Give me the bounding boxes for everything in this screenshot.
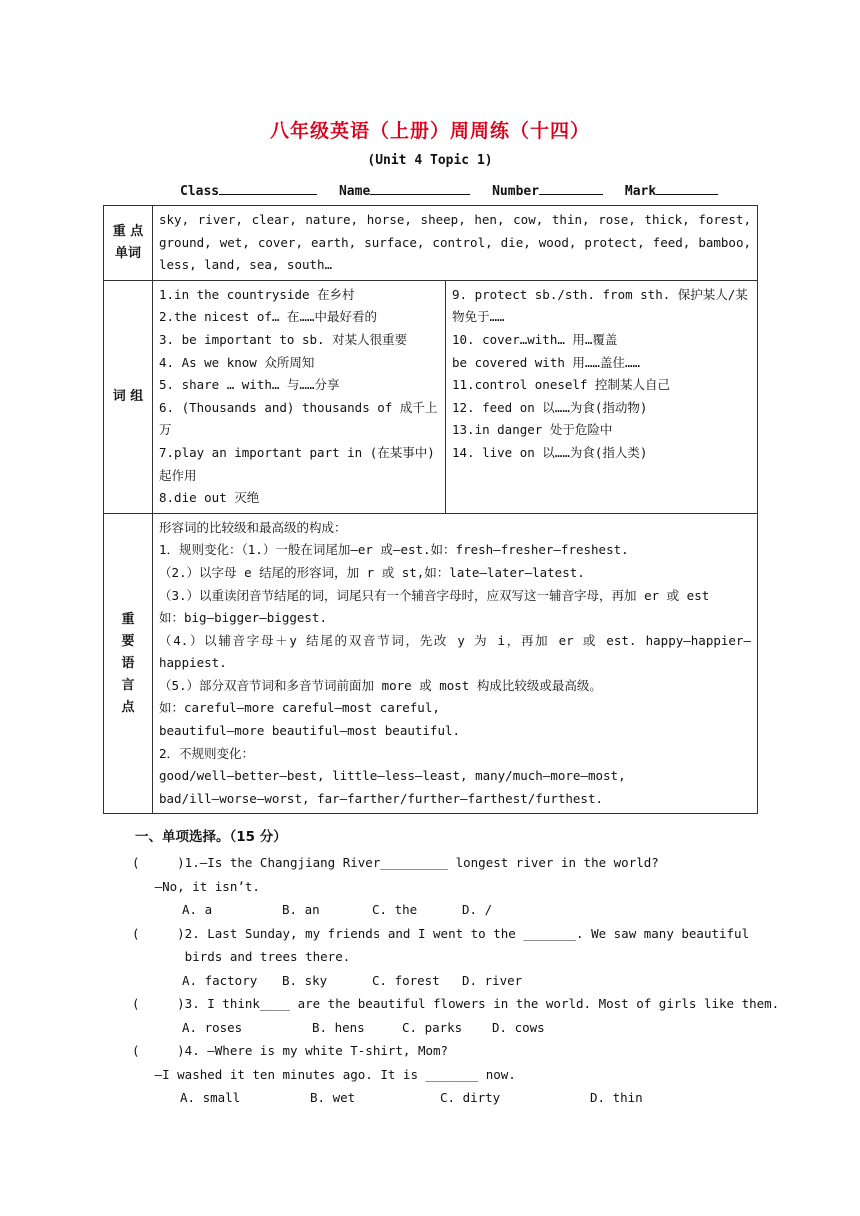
option-choice[interactable]: A. factory [182,972,258,988]
question-item [132,992,780,1039]
grammar-line: 1．规则变化：（1.）一般在词尾加—er 或—est.如：fresh—fresher—freshest. [159,542,629,558]
study-points-table [103,205,758,814]
option-choice[interactable]: C. the [372,902,418,917]
vocab-heading: 重 点 单词 [104,206,153,281]
grammar-content [153,513,758,814]
student-info-line [180,182,718,199]
grammar-heading [104,513,153,814]
option-choice[interactable]: B. sky [282,972,328,988]
option-choice[interactable]: C. forest [372,972,440,988]
number-label: Number [492,184,540,199]
grammar-line: 2．不规则变化： [159,745,255,761]
option-choice[interactable]: D. / [462,902,493,917]
class-label: Class [180,184,220,199]
phrase-right-item: 9. protect sb./sth. from sth. 保护某人/某物免于…… [452,286,748,325]
question-item [132,1039,772,1110]
option-choice[interactable]: D. cows [492,1019,545,1035]
grammar-lines [159,517,751,811]
number-blank[interactable] [539,182,603,195]
phrases-row [104,280,758,513]
question-stem-continued: birds and trees there. [132,949,351,964]
vocab-list: sky, river, clear, nature, horse, sheep, hen, cow, thin, rose, thick, forest, ground, wet, cover, earth, surface, control, die, wood, protect, feed, bamboo, less, land, sea, south… [153,206,758,281]
question-stem: ( )2. Last Sunday, my friends and I went to the _______. We saw many beautiful [132,925,750,941]
phrase-left-item: 6. (Thousands and) thousands of 成千上万 [159,399,438,438]
phrase-right-item: be covered with 用……盖住…… [452,354,641,370]
phrase-left-item: 8.die out 灭绝 [159,490,260,506]
phrase-left-item: 3. be important to sb. 对某人很重要 [159,331,408,347]
phrase-left-item: 7.play an important part in (在某事中)起作用 [159,444,435,483]
option-choice[interactable]: A. small [180,1090,241,1105]
name-label: Name [338,184,371,199]
option-choice[interactable]: C. dirty [440,1090,501,1105]
question-options [132,969,772,993]
grammar-line: （3.）以重读闭音节结尾的词，词尾只有一个辅音字母时，应双写这一辅音字母，再加 er 或 est [159,587,710,603]
document-subtitle: (Unit 4 Topic 1) [367,153,493,168]
section-title: 一、单项选择。（15 分） [135,829,287,845]
question-stem: ( )1.—Is the Changjiang River_________ longest river in the world? [132,855,659,870]
question-options [132,1016,772,1040]
phrases-left-list [159,284,439,510]
option-choice[interactable]: A. a [182,902,213,917]
phrase-right-item: 10. cover…with… 用…覆盖 [452,331,618,347]
class-blank[interactable] [219,182,317,195]
option-choice[interactable]: A. roses [182,1019,243,1035]
grammar-line: （2.）以字母 e 结尾的形容词，加 r 或 st,如：late—later—latest. [159,564,585,580]
option-choice[interactable]: B. hens [312,1019,365,1035]
grammar-line: 形容词的比较级和最高级的构成： [159,519,347,535]
document-title: 八年级英语（上册）周周练（十四） [269,120,590,142]
option-choice[interactable]: C. parks [402,1019,463,1035]
question-stem: ( )4. —Where is my white T-shirt, Mom? [132,1043,449,1058]
grammar-heading-text: 重 要 语 言 点 [121,611,135,715]
phrase-left-item: 5. share … with… 与……分享 [159,377,340,393]
question-item [132,922,772,993]
grammar-line: beautiful—more beautiful—most beautiful. [159,723,461,739]
questions-list [132,851,780,1110]
phrase-left-item: 4. As we know 众所周知 [159,354,315,370]
question-options [132,898,772,922]
question-stem: ( )3. I think____ are the beautiful flowers in the world. Most of girls like them. [132,996,780,1011]
phrases-heading: 词 组 [104,280,153,513]
question-stem-continued: —I washed it ten minutes ago. It is _______ now. [132,1066,516,1082]
phrase-right-item: 13.in danger 处于危险中 [452,422,613,438]
option-choice[interactable]: D. thin [590,1090,643,1105]
phrases-right-cell [446,280,758,513]
grammar-row [104,513,758,814]
grammar-line: （5.）部分双音节词和多音节词前面加 more 或 most 构成比较级或最高级。 [159,677,602,693]
grammar-line: good/well—better—best, little—less—least, many/much—more—most, [159,768,626,784]
phrase-right-item: 12. feed on 以……为食(指动物) [452,399,648,415]
mark-label: Mark [624,184,657,199]
option-choice[interactable]: B. wet [310,1090,356,1105]
question-item [132,851,772,922]
grammar-line: （4.）以辅音字母＋y 结尾的双音节词，先改 y 为 i，再加 er 或 est. happy—happier—happiest. [159,632,751,671]
mark-blank[interactable] [656,182,718,195]
question-options [132,1086,772,1110]
grammar-line: bad/ill—worse—worst, far—farther/further—farthest/furthest. [159,790,604,806]
phrases-left-cell [153,280,446,513]
vocab-row [104,206,758,281]
phrase-left-item: 2.the nicest of… 在……中最好看的 [159,309,377,325]
name-blank[interactable] [370,182,470,195]
phrase-right-item: 14. live on 以……为食(指人类) [452,444,648,460]
phrases-right-list [452,284,751,465]
option-choice[interactable]: B. an [282,902,320,917]
phrase-right-item: 11.control oneself 控制某人自己 [452,377,670,393]
option-choice[interactable]: D. river [462,972,523,988]
grammar-line: 如：careful—more careful—most careful, [159,700,440,716]
grammar-line: 如：big—bigger—biggest. [159,610,327,626]
phrase-left-item: 1.in the countryside 在乡村 [159,286,355,302]
question-stem-continued: —No, it isn’t. [132,878,260,894]
